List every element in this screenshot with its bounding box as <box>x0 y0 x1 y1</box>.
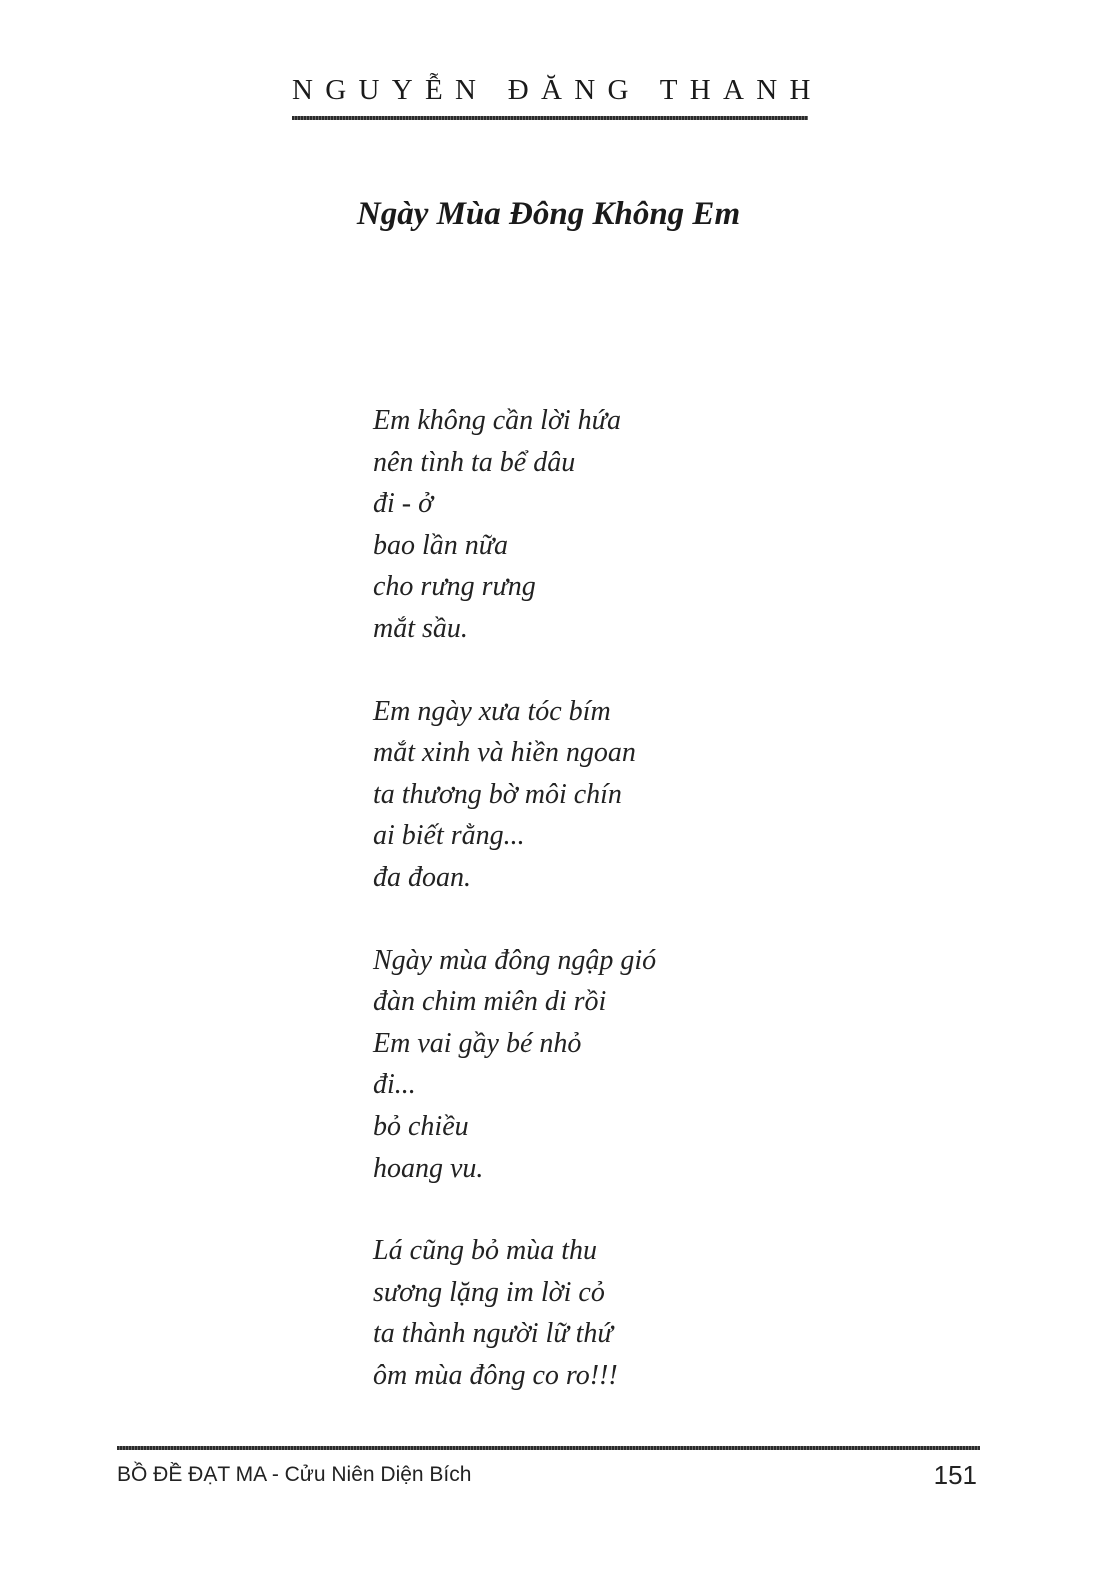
poem-line: ta thương bờ môi chín <box>373 778 622 810</box>
poem-line: mắt xinh và hiền ngoan <box>373 737 636 769</box>
poem-line: Em vai gầy bé nhỏ <box>373 1027 582 1059</box>
poem-line: sương lặng im lời cỏ <box>373 1276 605 1308</box>
footer-book-title: BỒ ĐỀ ĐẠT MA - Cửu Niên Diện Bích <box>117 1463 472 1486</box>
poem-line: đa đoan. <box>373 861 471 893</box>
poem-line: Ngày mùa đông ngập gió <box>373 944 657 976</box>
poem-line: Em không cần lời hứa <box>373 405 621 436</box>
poem-line: ai biết rằng... <box>373 820 525 852</box>
poem-line: Em ngày xưa tóc bím <box>373 695 611 727</box>
poem-line: ta thành người lữ thứ <box>373 1318 613 1350</box>
poem-line: bỏ chiều <box>373 1110 469 1142</box>
poem-line: đàn chim miên di rồi <box>373 986 607 1018</box>
stanza <box>373 1230 893 1396</box>
page-number: 151 <box>933 1460 977 1490</box>
header-divider <box>292 116 808 120</box>
poem-line: cho rưng rưng <box>373 571 536 603</box>
poem-line: mắt sầu. <box>373 612 468 644</box>
poem-title: Ngày Mùa Đông Không Em <box>356 196 741 232</box>
poem-line: bao lần nữa <box>373 529 509 561</box>
poem-line: nên tình ta bể dâu <box>373 446 576 478</box>
author-name: NGUYỄN ĐĂNG THANH <box>292 74 823 106</box>
poem-line: ôm mùa đông co ro!!! <box>373 1359 618 1391</box>
running-header <box>292 70 823 120</box>
footer-divider <box>117 1446 980 1450</box>
poem-body <box>373 400 893 1437</box>
stanza <box>373 400 893 650</box>
stanza <box>373 940 893 1190</box>
poem-line: đi - ở <box>373 488 434 520</box>
poem-line: hoang vu. <box>373 1152 484 1184</box>
poem-line: Lá cũng bỏ mùa thu <box>373 1235 597 1267</box>
poem-line: đi... <box>373 1069 416 1101</box>
stanza <box>373 691 893 899</box>
